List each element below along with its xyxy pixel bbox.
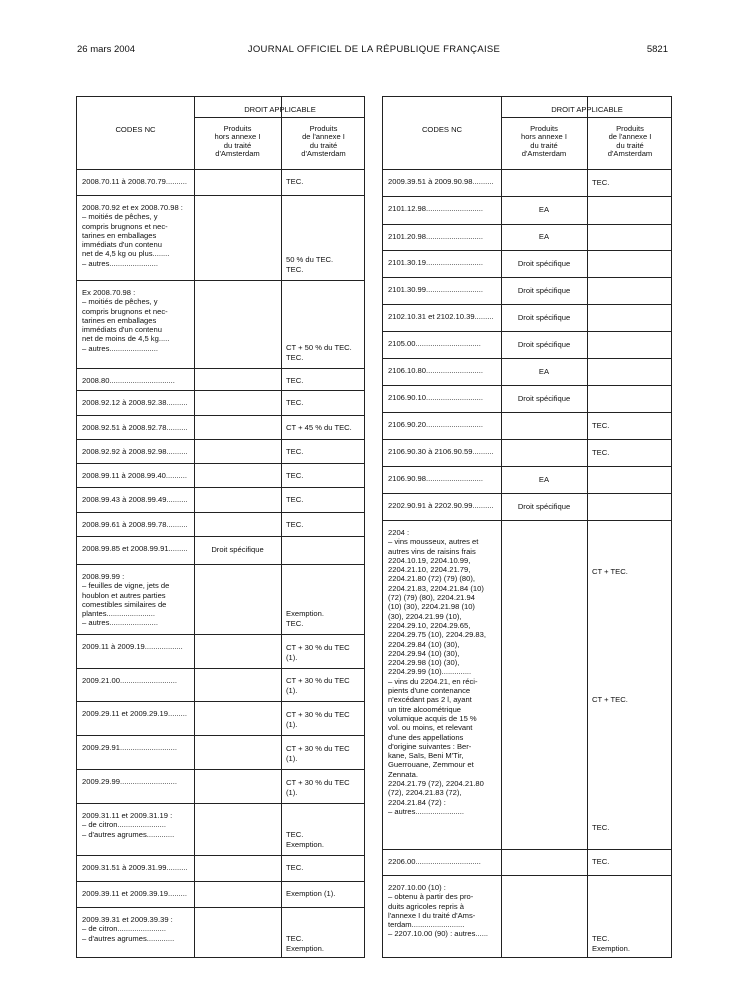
droit-annexe: TEC. Exemption. bbox=[286, 830, 324, 849]
droit-hors-annexe: EA bbox=[538, 232, 550, 241]
nc-code: Ex 2008.70.98 : – moitiés de pêches, y compris brugnons et nec- tarines en emballages immédiats d'un contenu net de moins de 4,5 kg..... – autres....................... bbox=[82, 288, 170, 353]
droit-annexe: TEC. bbox=[592, 420, 610, 430]
row-divider bbox=[77, 855, 364, 856]
droit-annexe: TEC. bbox=[286, 447, 304, 456]
column-divider bbox=[501, 97, 502, 957]
nc-code: 2106.90.98........................... bbox=[388, 474, 483, 483]
droit-annexe: 50 % du TEC. TEC. bbox=[286, 255, 334, 274]
row-divider bbox=[77, 701, 364, 702]
row-divider bbox=[383, 277, 671, 278]
nc-code: 2009.39.51 à 2009.90.98.......... bbox=[388, 177, 494, 186]
droit-annexe: CT + 30 % du TEC (1). bbox=[286, 778, 350, 797]
nc-code: 2008.92.51 à 2008.92.78.......... bbox=[82, 423, 188, 432]
droit-applicable-header: DROIT APPLICABLE bbox=[551, 105, 623, 114]
droit-annexe: CT + 30 % du TEC (1). bbox=[286, 643, 350, 662]
nc-code: 2206.00............................... bbox=[388, 857, 481, 866]
droit-hors-annexe: EA bbox=[538, 366, 550, 376]
nc-code: 2009.31.51 à 2009.31.99.......... bbox=[82, 863, 188, 872]
row-divider bbox=[77, 463, 364, 464]
row-divider bbox=[77, 881, 364, 882]
row-divider bbox=[383, 466, 671, 467]
droit-annexe: TEC. bbox=[286, 177, 304, 186]
row-divider bbox=[77, 487, 364, 488]
codes-nc-header: CODES NC bbox=[115, 125, 156, 134]
nc-code: 2009.31.11 et 2009.31.19 : – de citron....................... – d'autres agrumes............. bbox=[82, 811, 175, 839]
nc-code: 2008.80............................... bbox=[82, 376, 175, 385]
nc-code: 2102.10.31 et 2102.10.39......... bbox=[388, 312, 494, 321]
nc-code: 2009.39.31 et 2009.39.39 : – de citron....................... – d'autres agrumes............. bbox=[82, 915, 175, 943]
nc-code: 2008.99.61 à 2008.99.78.......... bbox=[82, 520, 188, 529]
droit-hors-annexe: Droit spécifique bbox=[211, 545, 264, 554]
nc-code: 2105.00............................... bbox=[388, 339, 481, 348]
column-divider bbox=[194, 97, 195, 957]
row-divider bbox=[383, 385, 671, 386]
nc-code: 2101.30.19........................... bbox=[388, 258, 483, 267]
nc-code: 2204 : – vins mousseux, autres et autres vins de raisins frais 2204.10.19, 2204.10.99, 2204.21.10, 2204.21.79, 2204.21.80 (72) (79) (80), 2204.21.83, 2204.21.84 (10) (72) (79) (80), 2204.21.94 (10) (30), 2204.21.98 (10) (30), 2204.21.99 (10), 2204.29.10, 2204.29.65, 2204.29.75 (10), 2204.29.83, 2204.29.84 (10) (30), 2204.29.94 (10) (30), 2204.29.98 (10) (30), 2204.29.99 (10).............. – vins du 2204.21, en réci- pients d'une contenance n'excédant pas 2 l, ayant un titre alcoométrique volumique acquis de 15 % vol. ou moins, et relevant d'une des appellations d'origine suivantes : Ber- kane, Saïs, Beni M'Tir, Guerrouane, Zemmour et Zennata. 2204.21.79 (72), 2204.21.80 (72), 2204.21.83 (72), 2204.21.84 (72) : – autres....................... bbox=[388, 528, 486, 816]
row-divider bbox=[383, 331, 671, 332]
row-divider bbox=[383, 849, 671, 850]
nc-code: 2008.99.99 : – feuilles de vigne, jets de houblon et autres parties comestibles similaires de plantes....................... – autres....................... bbox=[82, 572, 170, 628]
row-divider bbox=[77, 803, 364, 804]
droit-applicable-header: DROIT APPLICABLE bbox=[244, 105, 316, 114]
right-table bbox=[382, 96, 672, 958]
column-divider bbox=[281, 97, 282, 957]
droit-annexe: TEC. bbox=[592, 857, 610, 866]
codes-nc-header: CODES NC bbox=[421, 125, 463, 134]
nc-code: 2008.99.85 et 2008.99.91......... bbox=[82, 544, 188, 553]
nc-code: 2009.29.91........................... bbox=[82, 743, 177, 752]
row-divider bbox=[77, 280, 364, 281]
droit-hors-annexe: Droit spécifique bbox=[517, 501, 571, 511]
droit-annexe: TEC. bbox=[286, 471, 304, 480]
nc-code: 2009.39.11 et 2009.39.19......... bbox=[82, 889, 187, 898]
droit-annexe: CT + 30 % du TEC (1). bbox=[286, 744, 350, 763]
nc-code: 2207.10.00 (10) : – obtenu à partir des pro- duits agricoles repris à l'annexe I du traité d'Ams- terdam......................... – 2207.10.00 (90) : autres...... bbox=[388, 883, 489, 939]
nc-code: 2101.20.98........................... bbox=[388, 232, 483, 241]
column-header-annexe: Produits de l'annexe I du traité d'Amsterdam bbox=[301, 124, 346, 159]
column-header-hors-annexe: Produits hors annexe I du traité d'Amsterdam bbox=[520, 124, 567, 159]
column-divider bbox=[587, 97, 588, 957]
row-divider bbox=[383, 304, 671, 305]
droit-annexe: TEC. Exemption. bbox=[592, 934, 630, 953]
droit-annexe: TEC. Exemption. bbox=[286, 934, 324, 953]
row-divider bbox=[77, 668, 364, 669]
row-divider bbox=[77, 169, 364, 170]
row-divider bbox=[383, 875, 671, 876]
droit-hors-annexe: Droit spécifique bbox=[517, 339, 571, 349]
nc-code: 2101.30.99........................... bbox=[388, 285, 483, 294]
droit-annexe: TEC. bbox=[592, 177, 610, 187]
row-divider bbox=[77, 415, 364, 416]
nc-code: 2202.90.91 à 2202.90.99.......... bbox=[388, 501, 494, 510]
nc-code: 2106.90.30 à 2106.90.59.......... bbox=[388, 447, 494, 456]
nc-code: 2008.92.12 à 2008.92.38.......... bbox=[82, 398, 188, 407]
column-header-hors-annexe: Produits hors annexe I du traité d'Amsterdam bbox=[214, 124, 261, 159]
nc-code: 2009.21.00........................... bbox=[82, 676, 177, 685]
row-divider bbox=[383, 520, 671, 521]
droit-hors-annexe: Droit spécifique bbox=[517, 393, 571, 403]
header-sub-divider bbox=[194, 117, 364, 118]
header-sub-divider bbox=[501, 117, 671, 118]
page-number: 5821 bbox=[646, 44, 668, 55]
row-divider bbox=[77, 907, 364, 908]
droit-annexe: CT + 50 % du TEC. TEC. bbox=[286, 343, 352, 362]
nc-code: 2009.29.11 et 2009.29.19......... bbox=[82, 709, 187, 718]
nc-code: 2008.92.92 à 2008.92.98.......... bbox=[82, 447, 188, 456]
droit-annexe: CT + 30 % du TEC (1). bbox=[286, 676, 350, 695]
nc-code: 2101.12.98........................... bbox=[388, 204, 483, 213]
droit-annexe: TEC. bbox=[286, 863, 304, 872]
journal-title: JOURNAL OFFICIEL DE LA RÉPUBLIQUE FRANÇAISE bbox=[247, 44, 501, 55]
droit-annexe: Exemption. TEC. bbox=[286, 609, 324, 628]
droit-annexe: CT + 45 % du TEC. bbox=[286, 423, 352, 432]
row-divider bbox=[77, 368, 364, 369]
droit-annexe: TEC. bbox=[592, 447, 610, 457]
row-divider bbox=[77, 195, 364, 196]
row-divider bbox=[383, 169, 671, 170]
droit-hors-annexe: Droit spécifique bbox=[517, 258, 571, 268]
nc-code: 2106.90.20........................... bbox=[388, 420, 483, 429]
nc-code: 2009.29.99........................... bbox=[82, 777, 177, 786]
left-table bbox=[76, 96, 365, 958]
nc-code: 2008.70.92 et ex 2008.70.98 : – moitiés de pêches, y compris brugnons et nec- tarines en emballages immédiats d'un contenu net de 4,5 kg ou plus........ – autres....................... bbox=[82, 203, 183, 268]
droit-hors-annexe: EA bbox=[538, 474, 550, 484]
droit-hors-annexe: EA bbox=[538, 205, 550, 214]
row-divider bbox=[77, 735, 364, 736]
nc-code: 2008.99.11 à 2008.99.40.......... bbox=[82, 471, 187, 480]
row-divider bbox=[383, 493, 671, 494]
droit-hors-annexe: Droit spécifique bbox=[517, 312, 571, 322]
droit-annexe: TEC. bbox=[286, 376, 304, 385]
droit-annexe: CT + 30 % du TEC (1). bbox=[286, 710, 350, 729]
page-date: 26 mars 2004 bbox=[77, 44, 136, 55]
nc-code: 2008.99.43 à 2008.99.49.......... bbox=[82, 495, 188, 504]
droit-annexe: TEC. bbox=[286, 398, 304, 407]
row-divider bbox=[383, 224, 671, 225]
row-divider bbox=[383, 196, 671, 197]
row-divider bbox=[77, 512, 364, 513]
row-divider bbox=[77, 536, 364, 537]
row-divider bbox=[383, 412, 671, 413]
row-divider bbox=[77, 564, 364, 565]
droit-annexe: CT + TEC. CT + TEC. TEC. bbox=[592, 567, 628, 832]
row-divider bbox=[383, 439, 671, 440]
row-divider bbox=[383, 250, 671, 251]
nc-code: 2009.11 à 2009.19.................. bbox=[82, 642, 183, 651]
droit-annexe: TEC. bbox=[286, 495, 304, 504]
nc-code: 2008.70.11 à 2008.70.79.......... bbox=[82, 177, 187, 186]
row-divider bbox=[383, 358, 671, 359]
row-divider bbox=[77, 634, 364, 635]
row-divider bbox=[77, 390, 364, 391]
row-divider bbox=[77, 439, 364, 440]
droit-annexe: TEC. bbox=[286, 520, 304, 529]
droit-hors-annexe: Droit spécifique bbox=[517, 285, 571, 295]
row-divider bbox=[77, 769, 364, 770]
column-header-annexe: Produits de l'annexe I du traité d'Amsterdam bbox=[607, 124, 653, 159]
droit-annexe: Exemption (1). bbox=[286, 889, 336, 898]
nc-code: 2106.10.80........................... bbox=[388, 366, 483, 375]
nc-code: 2106.90.10........................... bbox=[388, 393, 483, 402]
